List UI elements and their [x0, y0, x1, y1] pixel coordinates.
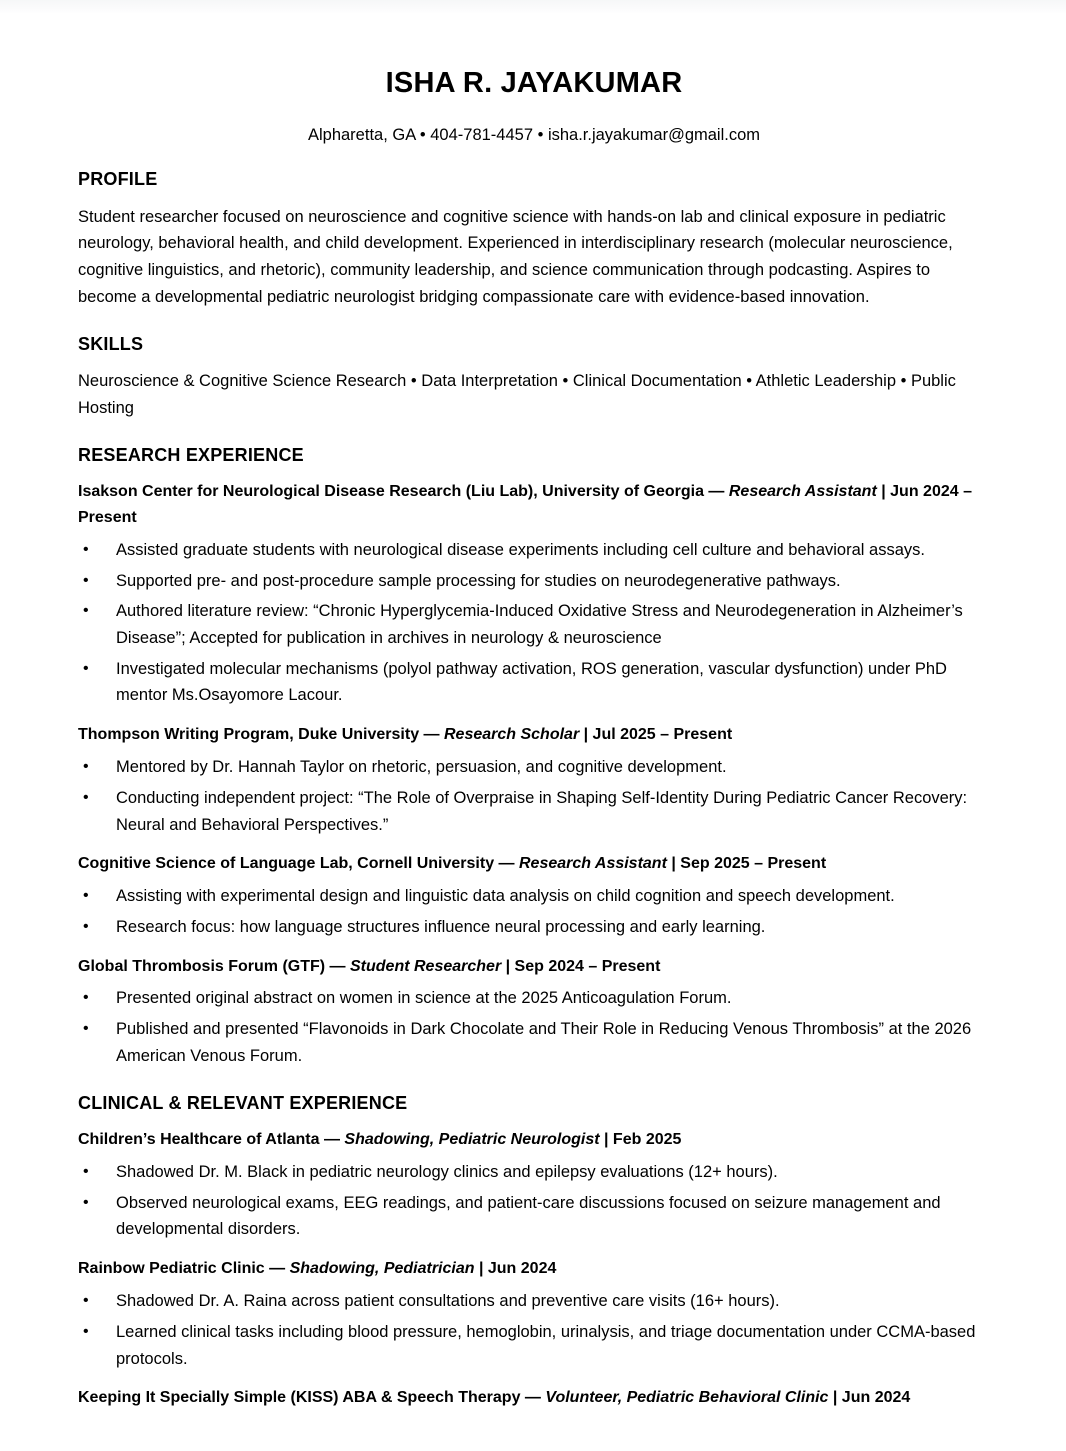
experience-bullet-list — [78, 985, 990, 1069]
bullet-icon: • — [83, 1292, 89, 1310]
bullet-icon: • — [83, 540, 89, 558]
experience-entry — [78, 479, 990, 709]
experience-dates: | Sep 2025 – Present — [666, 855, 827, 873]
bullet-icon: • — [83, 917, 89, 935]
list-item — [78, 1190, 990, 1243]
experience-bullet-list — [78, 883, 990, 940]
list-item-text: Mentored by Dr. Hannah Taylor on rhetoric, persuasion, and cognitive development. — [116, 758, 727, 777]
list-item — [78, 985, 990, 1012]
list-item — [78, 537, 990, 564]
bullet-icon: • — [83, 989, 89, 1007]
experience-organization: Rainbow Pediatric Clinic — — [78, 1260, 290, 1278]
list-item-text: Shadowed Dr. A. Raina across patient consultations and preventive care visits (16+ hours). — [116, 1292, 780, 1311]
experience-entry-title — [78, 1385, 990, 1411]
experience-organization: Keeping It Specially Simple (KISS) ABA & Speech Therapy — — [78, 1389, 546, 1407]
section-heading-clinical-experience: CLINICAL & RELEVANT EXPERIENCE — [78, 1092, 408, 1113]
experience-entry-title — [78, 954, 990, 980]
contact-line: Alpharetta, GA • 404-781-4457 • isha.r.jayakumar@gmail.com — [307, 125, 761, 144]
experience-entry — [78, 722, 990, 838]
page-top-edge — [0, 0, 1066, 14]
experience-organization: Cognitive Science of Language Lab, Cornell University — — [78, 855, 519, 873]
experience-entry-title — [78, 722, 990, 748]
experience-role: Volunteer, Pediatric Behavioral Clinic — [545, 1389, 829, 1407]
bullet-icon: • — [83, 887, 89, 905]
experience-dates: | Jun 2024 — [474, 1260, 557, 1278]
section-heading-skills: SKILLS — [78, 333, 144, 354]
experience-entry — [78, 851, 990, 940]
section-heading-research-experience: RESEARCH EXPERIENCE — [78, 444, 304, 465]
list-item — [78, 914, 990, 941]
list-item-text: Assisting with experimental design and linguistic data analysis on child cognition and speech development. — [116, 887, 895, 906]
experience-role: Shadowing, Pediatric Neurologist — [344, 1131, 600, 1149]
experience-role: Shadowing, Pediatrician — [289, 1260, 475, 1278]
list-item — [78, 785, 990, 838]
bullet-icon: • — [83, 1020, 89, 1038]
profile-text: Student researcher focused on neuroscience and cognitive science with hands-on lab and clinical exposure in pediatric neurology, behavioral health, and child development. Experienced in interdisciplinary research (molecular neuroscience, cognitive linguistics, and rhetoric), community leadership, and science communication through podcasting. Aspires to become a developmental pediatric neurologist bridging compassionate care with evidence-based innovation. — [78, 207, 953, 306]
skills-text: Neuroscience & Cognitive Science Research • Data Interpretation • Clinical Documentation • Athletic Leadership • Public Hosting — [78, 372, 956, 417]
experience-bullet-list — [78, 1288, 990, 1372]
experience-dates: | Jun 2024 — [828, 1389, 911, 1407]
page-title: ISHA R. JAYAKUMAR — [385, 67, 683, 99]
list-item-text: Conducting independent project: “The Role of Overpraise in Shaping Self-Identity During Pediatric Cancer Recovery: Neural and Behavioral Perspectives.” — [116, 788, 968, 834]
list-item — [78, 568, 990, 595]
experience-entry — [78, 1127, 990, 1243]
list-item — [78, 1016, 990, 1069]
bullet-icon: • — [83, 1322, 89, 1340]
experience-organization: Isakson Center for Neurological Disease Research (Liu Lab), University of Georgia — — [78, 483, 729, 501]
list-item-text: Presented original abstract on women in science at the 2025 Anticoagulation Forum. — [116, 989, 732, 1008]
experience-dates: | Feb 2025 — [599, 1131, 682, 1149]
experience-dates: | Jul 2025 – Present — [579, 726, 733, 744]
section-profile — [78, 168, 990, 310]
list-item-text: Assisted graduate students with neurological disease experiments including cell culture and behavioral assays. — [116, 540, 925, 559]
experience-entry — [78, 1385, 990, 1411]
experience-bullet-list — [78, 1159, 990, 1243]
list-item-text: Research focus: how language structures influence neural processing and early learning. — [116, 917, 766, 936]
list-item-text: Supported pre- and post-procedure sample processing for studies on neurodegenerative pathways. — [116, 571, 841, 590]
experience-bullet-list — [78, 537, 990, 709]
experience-entry-title — [78, 851, 990, 877]
bullet-icon: • — [83, 1163, 89, 1181]
bullet-icon: • — [83, 758, 89, 776]
list-item — [78, 598, 990, 651]
resume-page — [0, 14, 1066, 1451]
bullet-icon: • — [83, 788, 89, 806]
list-item — [78, 656, 990, 709]
experience-organization: Thompson Writing Program, Duke University — — [78, 726, 444, 744]
list-item — [78, 883, 990, 910]
list-item-text: Learned clinical tasks including blood pressure, hemoglobin, urinalysis, and triage documentation under CCMA-based protocols. — [116, 1322, 976, 1368]
experience-entry — [78, 1256, 990, 1372]
bullet-icon: • — [83, 571, 89, 589]
experience-role: Research Assistant — [728, 483, 877, 501]
experience-role: Research Assistant — [518, 855, 667, 873]
bullet-icon: • — [83, 602, 89, 620]
experience-entry — [78, 954, 990, 1070]
section-research-experience — [78, 444, 990, 1070]
list-item — [78, 1159, 990, 1186]
experience-role: Student Researcher — [350, 957, 502, 975]
list-item — [78, 1319, 990, 1372]
section-skills — [78, 333, 990, 422]
research-entry-list — [78, 479, 990, 1070]
list-item — [78, 1288, 990, 1315]
list-item-text: Authored literature review: “Chronic Hyperglycemia-Induced Oxidative Stress and Neurodegeneration in Alzheimer’s Disease”; Accepted for publication in archives in neurology & neuroscience — [116, 602, 963, 648]
list-item-text: Shadowed Dr. M. Black in pediatric neurology clinics and epilepsy evaluations (12+ hours). — [116, 1163, 778, 1182]
section-heading-profile: PROFILE — [78, 169, 158, 190]
experience-entry-title — [78, 479, 990, 531]
bullet-icon: • — [83, 1193, 89, 1211]
list-item-text: Published and presented “Flavonoids in Dark Chocolate and Their Role in Reducing Venous Thrombosis” at the 2026 American Venous Forum. — [116, 1020, 972, 1065]
list-item-text: Investigated molecular mechanisms (polyol pathway activation, ROS generation, vascular dysfunction) under PhD mentor Ms.Osayomore Lacour. — [116, 659, 947, 705]
experience-dates: | Sep 2024 – Present — [501, 957, 661, 975]
experience-role: Research Scholar — [443, 726, 580, 744]
list-item-text: Observed neurological exams, EEG readings, and patient-care discussions focused on seizure management and developmental disorders. — [116, 1193, 941, 1239]
experience-organization: Children’s Healthcare of Atlanta — — [78, 1131, 345, 1149]
experience-bullet-list — [78, 754, 990, 838]
experience-entry-title — [78, 1127, 990, 1153]
list-item — [78, 754, 990, 781]
clinical-entry-list — [78, 1127, 990, 1411]
experience-organization: Global Thrombosis Forum (GTF) — — [78, 957, 350, 975]
section-clinical-experience — [78, 1092, 990, 1412]
experience-dates: | Jun 2024 – Present — [78, 483, 972, 526]
experience-entry-title — [78, 1256, 990, 1282]
bullet-icon: • — [83, 659, 89, 677]
